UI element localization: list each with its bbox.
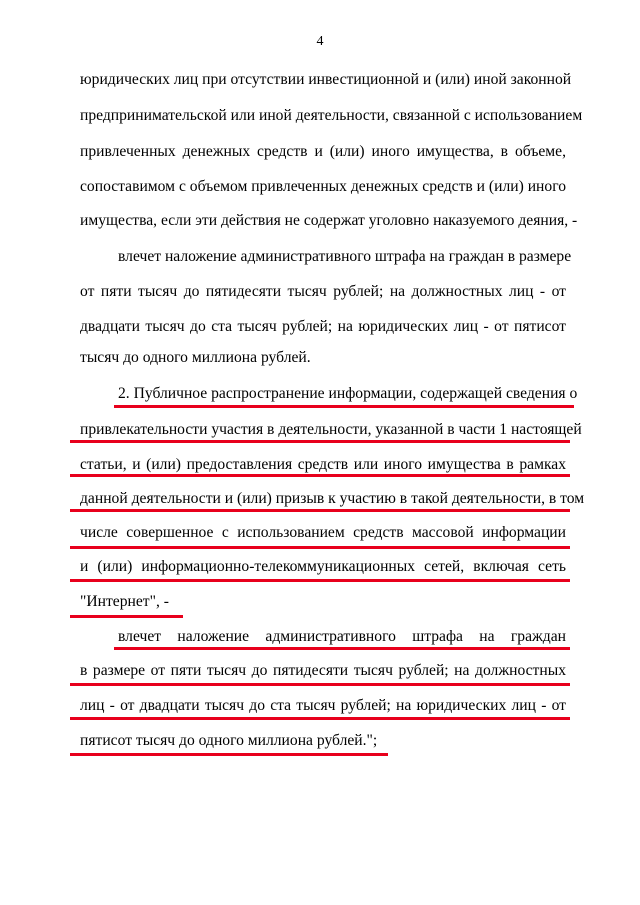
page-number: 4 xyxy=(316,34,324,49)
text-line: влечет наложение административного штрафа на граждан в размере xyxy=(118,248,572,265)
red-underline xyxy=(114,647,570,650)
text-line: от пяти тысяч до пятидесяти тысяч рублей; на должностных лиц - от xyxy=(80,283,566,300)
text-line: привлекательности участия в деятельности, указанной в части 1 настоящей xyxy=(80,421,582,438)
red-underline xyxy=(70,753,388,756)
red-underline xyxy=(70,579,570,582)
red-underline xyxy=(114,405,574,408)
text-line: влечет наложение административного штрафа на граждан xyxy=(118,628,566,645)
text-line: пятисот тысяч до одного миллиона рублей."; xyxy=(80,732,378,749)
text-line: статьи, и (или) предоставления средств или иного имущества в рамках xyxy=(80,456,566,473)
text-line: сопоставимом с объемом привлеченных денежных средств и (или) иного xyxy=(80,178,566,195)
text-line: в размере от пяти тысяч до пятидесяти тысяч рублей; на должностных xyxy=(80,662,566,679)
red-underline xyxy=(70,615,183,618)
text-line: имущества, если эти действия не содержат уголовно наказуемого деяния, - xyxy=(80,212,578,229)
red-underline xyxy=(70,717,570,720)
text-line: 2. Публичное распространение информации, содержащей сведения о xyxy=(118,385,578,402)
text-line: данной деятельности и (или) призыв к участию в такой деятельности, в том xyxy=(80,490,585,507)
red-underline xyxy=(70,546,570,549)
text-line: лиц - от двадцати тысяч до ста тысяч рублей; на юридических лиц - от xyxy=(80,697,566,714)
red-underline xyxy=(70,440,570,443)
text-line: юридических лиц при отсутствии инвестиционной и (или) иной законной xyxy=(80,71,572,88)
red-underline xyxy=(70,683,570,686)
text-line: привлеченных денежных средств и (или) иного имущества, в объеме, xyxy=(80,143,566,160)
text-line: тысяч до одного миллиона рублей. xyxy=(80,349,311,366)
red-underline xyxy=(70,509,570,512)
text-line: "Интернет", - xyxy=(80,593,169,610)
text-line: двадцати тысяч до ста тысяч рублей; на юридических лиц - от пятисот xyxy=(80,318,566,335)
text-line: и (или) информационно-телекоммуникационных сетей, включая сеть xyxy=(80,558,566,575)
text-line: предпринимательской или иной деятельности, связанной с использованием xyxy=(80,107,583,124)
red-underline xyxy=(70,474,570,477)
text-line: числе совершенное с использованием средств массовой информации xyxy=(80,524,566,541)
